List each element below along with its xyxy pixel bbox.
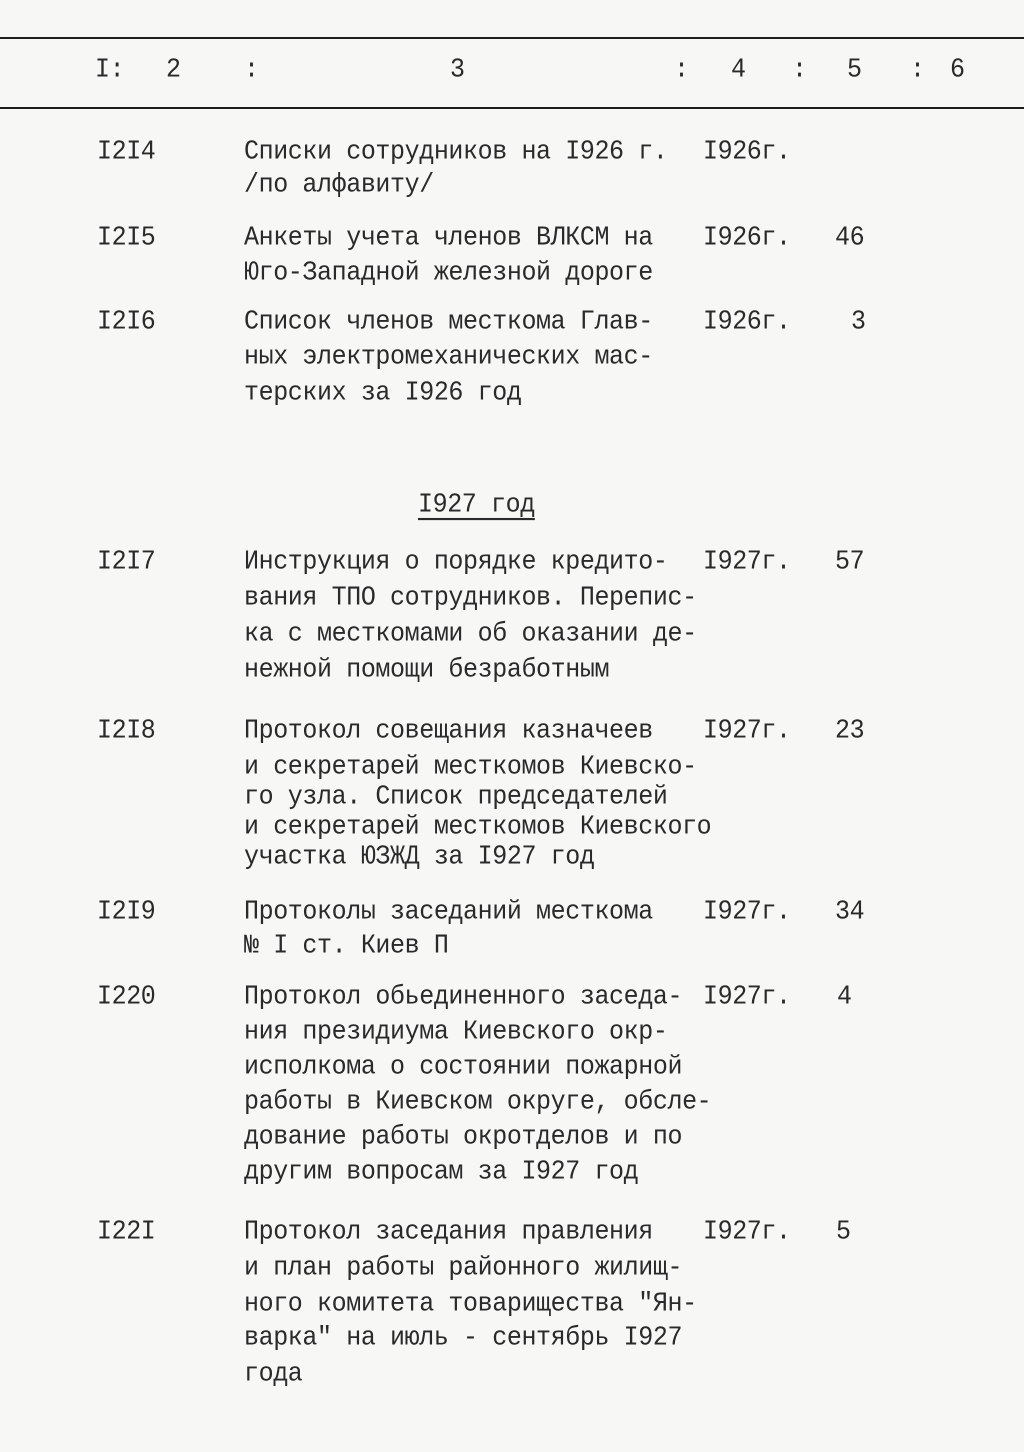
entry-sheet-count: 4 bbox=[837, 980, 852, 1013]
entry-sheet-count: 46 bbox=[835, 221, 865, 254]
entry-title-line: терских за I926 год bbox=[244, 376, 522, 409]
entry-title-line: работы в Киевском округе, обсле- bbox=[244, 1085, 712, 1118]
entry-number: I2I4 bbox=[97, 135, 156, 168]
entry-number: I2I6 bbox=[97, 305, 156, 338]
entry-date: I926г. bbox=[703, 135, 791, 168]
entry-title-line: Анкеты учета членов ВЛКСМ на bbox=[244, 221, 653, 254]
entry-title-line: ного комитета товарищества "Ян- bbox=[244, 1287, 697, 1320]
column-header-7: : bbox=[792, 53, 807, 86]
column-header-9: : bbox=[910, 53, 925, 86]
entry-number: I220 bbox=[97, 980, 156, 1013]
entry-title-line: Протоколы заседаний месткома bbox=[244, 895, 653, 928]
entry-title-line: Юго-Западной железной дороге bbox=[244, 256, 653, 289]
entry-date: I926г. bbox=[703, 221, 791, 254]
entry-title-line: и секретарей месткомов Киевско- bbox=[244, 750, 697, 783]
entry-title-line: и секретарей месткомов Киевского bbox=[244, 810, 712, 843]
entry-sheet-count: 5 bbox=[836, 1215, 851, 1248]
entry-title-line: ка с месткомами об оказании де- bbox=[244, 617, 697, 650]
entry-title-line: Протокол совещания казначеев bbox=[244, 714, 653, 747]
entry-title-line: другим вопросам за I927 год bbox=[244, 1155, 639, 1188]
header-top-rule bbox=[0, 37, 1024, 39]
entry-date: I927г. bbox=[703, 895, 791, 928]
entry-number: I2I9 bbox=[97, 895, 156, 928]
entry-sheet-count: 57 bbox=[835, 545, 865, 578]
entry-title-line: Инструкция о порядке кредито- bbox=[244, 545, 668, 578]
entry-title-line: исполкома о состоянии пожарной bbox=[244, 1050, 683, 1083]
entry-sheet-count: 3 bbox=[851, 305, 866, 338]
entry-date: I927г. bbox=[703, 1215, 791, 1248]
header-bottom-rule bbox=[0, 107, 1024, 109]
column-header-5: : bbox=[674, 53, 689, 86]
column-header-4: 3 bbox=[450, 53, 465, 86]
column-header-2: 2 bbox=[166, 53, 181, 86]
entry-title-line: ных электромеханических мас- bbox=[244, 340, 653, 373]
entry-title-line: № I ст. Киев П bbox=[244, 929, 449, 962]
column-header-1: I: bbox=[95, 53, 125, 86]
entry-title-line: Списки сотрудников на I926 г. bbox=[244, 135, 668, 168]
column-header-3: : bbox=[244, 53, 259, 86]
entry-title-line: вания ТПО сотрудников. Перепис- bbox=[244, 581, 697, 614]
entry-date: I927г. bbox=[703, 545, 791, 578]
column-header-10: 6 bbox=[950, 53, 965, 86]
entry-title-line: нежной помощи безработным bbox=[244, 653, 610, 686]
entry-title-line: дование работы окротделов и по bbox=[244, 1120, 683, 1153]
column-header-6: 4 bbox=[731, 53, 746, 86]
entry-date: I927г. bbox=[703, 980, 791, 1013]
entry-title-line: и план работы районного жилищ- bbox=[244, 1251, 683, 1284]
entry-number: I2I8 bbox=[97, 714, 156, 747]
entry-date: I926г. bbox=[703, 305, 791, 338]
entry-title-line: Список членов месткома Глав- bbox=[244, 305, 653, 338]
entry-date: I927г. bbox=[703, 714, 791, 747]
column-header-8: 5 bbox=[847, 53, 862, 86]
entry-number: I2I5 bbox=[97, 221, 156, 254]
entry-title-line: года bbox=[244, 1357, 303, 1390]
entry-number: I22I bbox=[97, 1215, 156, 1248]
entry-title-line: участка ЮЗЖД за I927 год bbox=[244, 840, 595, 873]
entry-sheet-count: 34 bbox=[835, 895, 865, 928]
entry-title-line: варка" на июль - сентябрь I927 bbox=[244, 1321, 683, 1354]
entry-number: I2I7 bbox=[97, 545, 156, 578]
entry-title-line: ния президиума Киевского окр- bbox=[244, 1015, 668, 1048]
entry-sheet-count: 23 bbox=[835, 714, 865, 747]
entry-title-line: /по алфавиту/ bbox=[244, 168, 434, 201]
section-heading: I927 год bbox=[418, 488, 535, 521]
entry-title-line: Протокол обьединенного заседа- bbox=[244, 980, 683, 1013]
entry-title-line: Протокол заседания правления bbox=[244, 1215, 653, 1248]
entry-title-line: го узла. Список председателей bbox=[244, 780, 668, 813]
